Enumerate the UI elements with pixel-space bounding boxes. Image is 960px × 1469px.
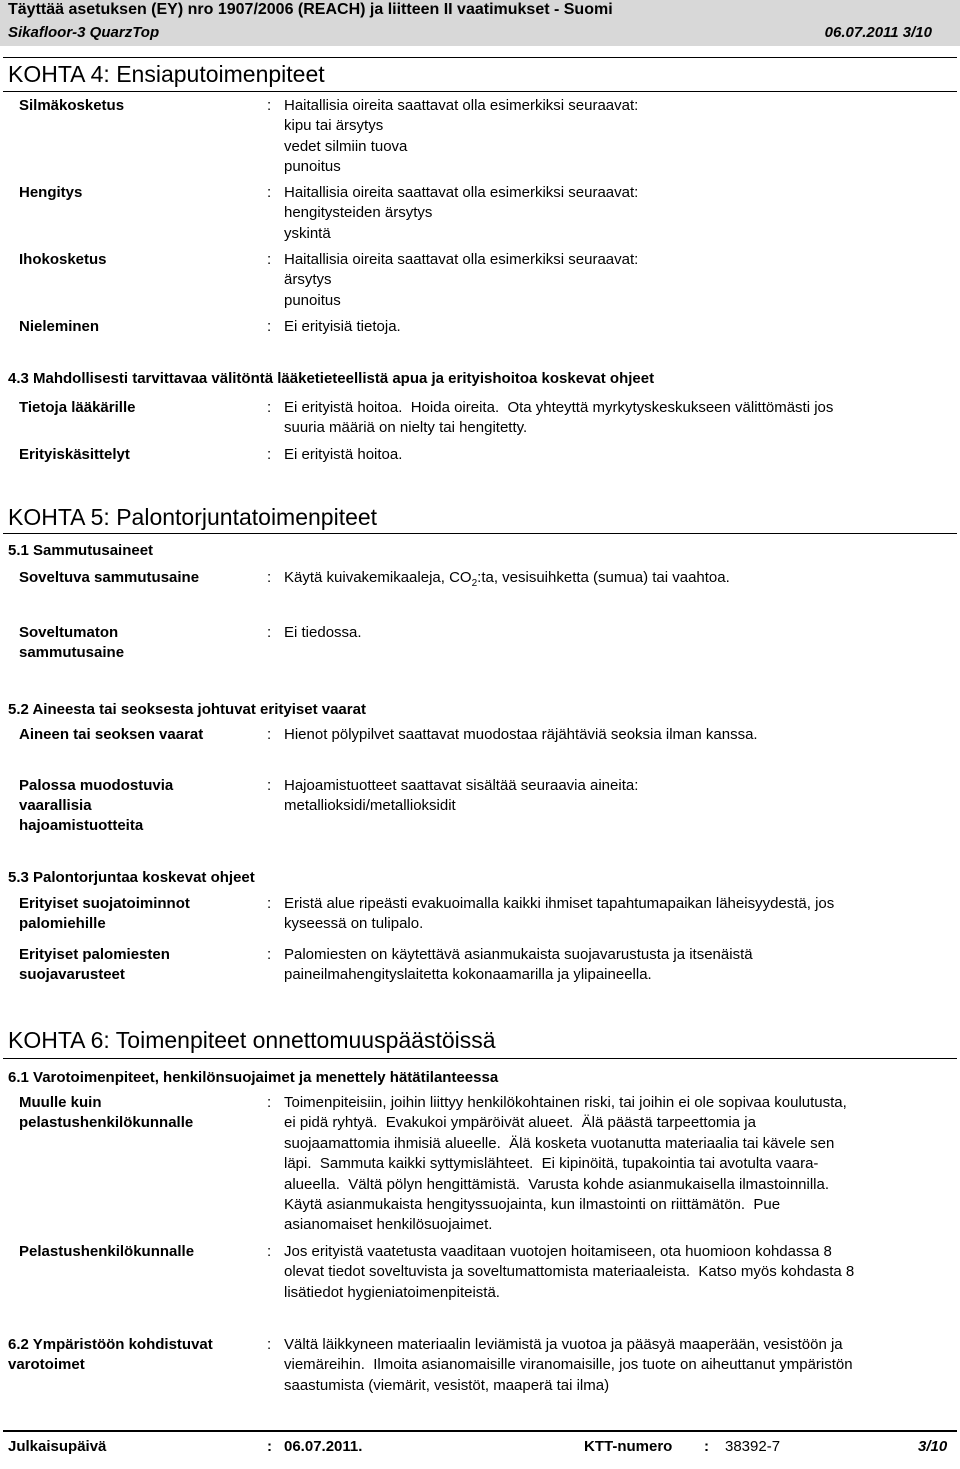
section4-title: KOHTA 4: Ensiaputoimenpiteet xyxy=(8,61,325,87)
label-muulle-kuin: Muulle kuin pelastushenkilökunnalle xyxy=(19,1094,194,1131)
value-tietoja-laakarille: Ei erityistä hoitoa. Hoida oireita. Ota yhteyttä myrkytyskeskukseen välittömästi jos suuria määriä on nielty tai hengitetty. xyxy=(284,399,834,437)
label-aineen-vaarat: Aineen tai seoksen vaarat xyxy=(19,726,204,743)
value-soveltuva-sammutusaine: Käytä kuivakemikaaleja, $CO_2:ta$, vesisuihketta (sumua) tai vaahtoa. xyxy=(284,569,730,589)
label-suojatoiminnot: Erityiset suojatoiminnot palomiehille xyxy=(19,895,190,932)
label-soveltumaton-sammutusaine: Soveltumaton sammutusaine xyxy=(19,624,125,661)
product-name: Sikafloor-3 QuarzTop xyxy=(8,24,160,41)
label-erityiskasittelyt: Erityiskäsittelyt xyxy=(19,446,130,463)
value-pelastushenkilokunnalle: Jos erityistä vaatetusta vaaditaan vuotojen hoitamiseen, ota huomioon kohdassa 8 olevat tiedot soveltuvista ja soveltumattomista materiaaleista. Katso myös kohdasta 8 lisätiedot hygieniatoimenpiteistä. xyxy=(284,1243,855,1301)
label-6-2: 6.2 Ympäristöön kohdistuvat varotoimet xyxy=(8,1336,213,1373)
footer-divider xyxy=(3,1430,957,1432)
subsection-4-3-title: 4.3 Mahdollisesti tarvittavaa välitöntä lääketieteellistä apua ja erityishoitoa koskevat ohjeet xyxy=(8,370,655,387)
label-soveltuva-sammutusaine: Soveltuva sammutusaine xyxy=(19,569,200,586)
ktt-value: 38392-7 xyxy=(725,1438,781,1455)
issue-date-value: 06.07.2011. xyxy=(284,1438,363,1455)
value-6-2: Vältä läikkyneen materiaalin leviämistä ja vuotoa ja pääsyä maaperään, vesistöön ja viemäreihin. Ilmoita asianomaisille viranomaisille, jos tuote on aiheuttanut ympäristön saastumista (viemärit, vesistöt, maaperä tai ilma) xyxy=(284,1336,853,1394)
value-erityiskasittelyt: Ei erityistä hoitoa. xyxy=(284,446,403,463)
label-silmakosketus: Silmäkosketus xyxy=(19,97,125,114)
label-pelastushenkilokunnalle: Pelastushenkilökunnalle xyxy=(19,1243,195,1260)
label-suojavarusteet: Erityiset palomiesten suojavarusteet xyxy=(19,946,170,983)
section5-title: KOHTA 5: Palontorjuntatoimenpiteet xyxy=(8,504,378,530)
value-silmakosketus: Haitallisia oireita saattavat olla esimerkiksi seuraavat: kipu tai ärsytys vedet silmiin tuova punoitus xyxy=(284,97,639,176)
date-page: 06.07.2011 3/10 xyxy=(824,24,932,41)
label-hajoamistuotteet: Palossa muodostuvia vaarallisia hajoamistuotteita xyxy=(19,777,174,834)
label-hengitys: Hengitys xyxy=(19,184,83,201)
subsection-5-1-title: 5.1 Sammutusaineet xyxy=(8,542,154,559)
issue-date-label: Julkaisupäivä xyxy=(8,1438,107,1455)
value-suojavarusteet: Palomiesten on käytettävä asianmukaista suojavarustusta ja itsenäistä paineilmahengityslaitetta kokonaamarilla ja ylipaineella. xyxy=(284,946,753,984)
page-number: 3/10 xyxy=(918,1438,948,1455)
value-ihokosketus: Haitallisia oireita saattavat olla esimerkiksi seuraavat: ärsytys punoitus xyxy=(284,251,639,309)
value-aineen-vaarat: Hienot pölypilvet saattavat muodostaa räjähtäviä seoksia ilman kanssa. xyxy=(284,726,758,743)
label-tietoja-laakarille: Tietoja lääkärille xyxy=(19,399,136,416)
ktt-label: KTT-numero xyxy=(584,1438,673,1455)
value-hajoamistuotteet: Hajoamistuotteet saattavat sisältää seuraavia aineita: metallioksidi/metallioksidit xyxy=(284,777,639,815)
value-suojatoiminnot: Eristä alue ripeästi evakuoimalla kaikki ihmiset tapahtumapaikan läheisyydestä, jos kyseessä on tulipalo. xyxy=(284,895,835,933)
value-muulle-kuin: Toimenpiteisiin, joihin liittyy henkilökohtainen riski, tai joihin ei ole sopivaa koulutusta, ei pidä ryhtyä. Evakukoi ympäröivät alueet. Älä päästä tarpeettomia ja suojaamattomia ihmisiä alueelle. Älä kosketa vuotanutta materiaalia tai kävele sen läpi. Sammuta kaikki syttymislähteet. Ei kipinöitä, tupakointia tai avotulta vaara- alueella. Vältä pölyn hengittämistä. Varusta kohde asianmukaisella ilmastoinnilla. Käytä asianmukaista hengityssuojainta, kun ilmastointi on riittämätön. Pue asianomaiset henkilösuojaimet. xyxy=(284,1094,847,1234)
label-ihokosketus: Ihokosketus xyxy=(19,251,107,268)
regulation-title: Täyttää asetuksen (EY) nro 1907/2006 (REACH) ja liitteen II vaatimukset - Suomi xyxy=(8,1,613,18)
value-nieleminen: Ei erityisiä tietoja. xyxy=(284,318,401,335)
section6-title: KOHTA 6: Toimenpiteet onnettomuuspäästöissä xyxy=(8,1027,496,1053)
value-hengitys: Haitallisia oireita saattavat olla esimerkiksi seuraavat: hengitysteiden ärsytys yskintä xyxy=(284,184,639,242)
subsection-6-1-title: 6.1 Varotoimenpiteet, henkilönsuojaimet ja menettely hätätilanteessa xyxy=(8,1069,499,1086)
value-soveltumaton-sammutusaine: Ei tiedossa. xyxy=(284,624,362,641)
subsection-5-2-title: 5.2 Aineesta tai seoksesta johtuvat erityiset vaarat xyxy=(8,701,366,718)
label-nieleminen: Nieleminen xyxy=(19,318,100,335)
subsection-5-3-title: 5.3 Palontorjuntaa koskevat ohjeet xyxy=(8,869,255,886)
